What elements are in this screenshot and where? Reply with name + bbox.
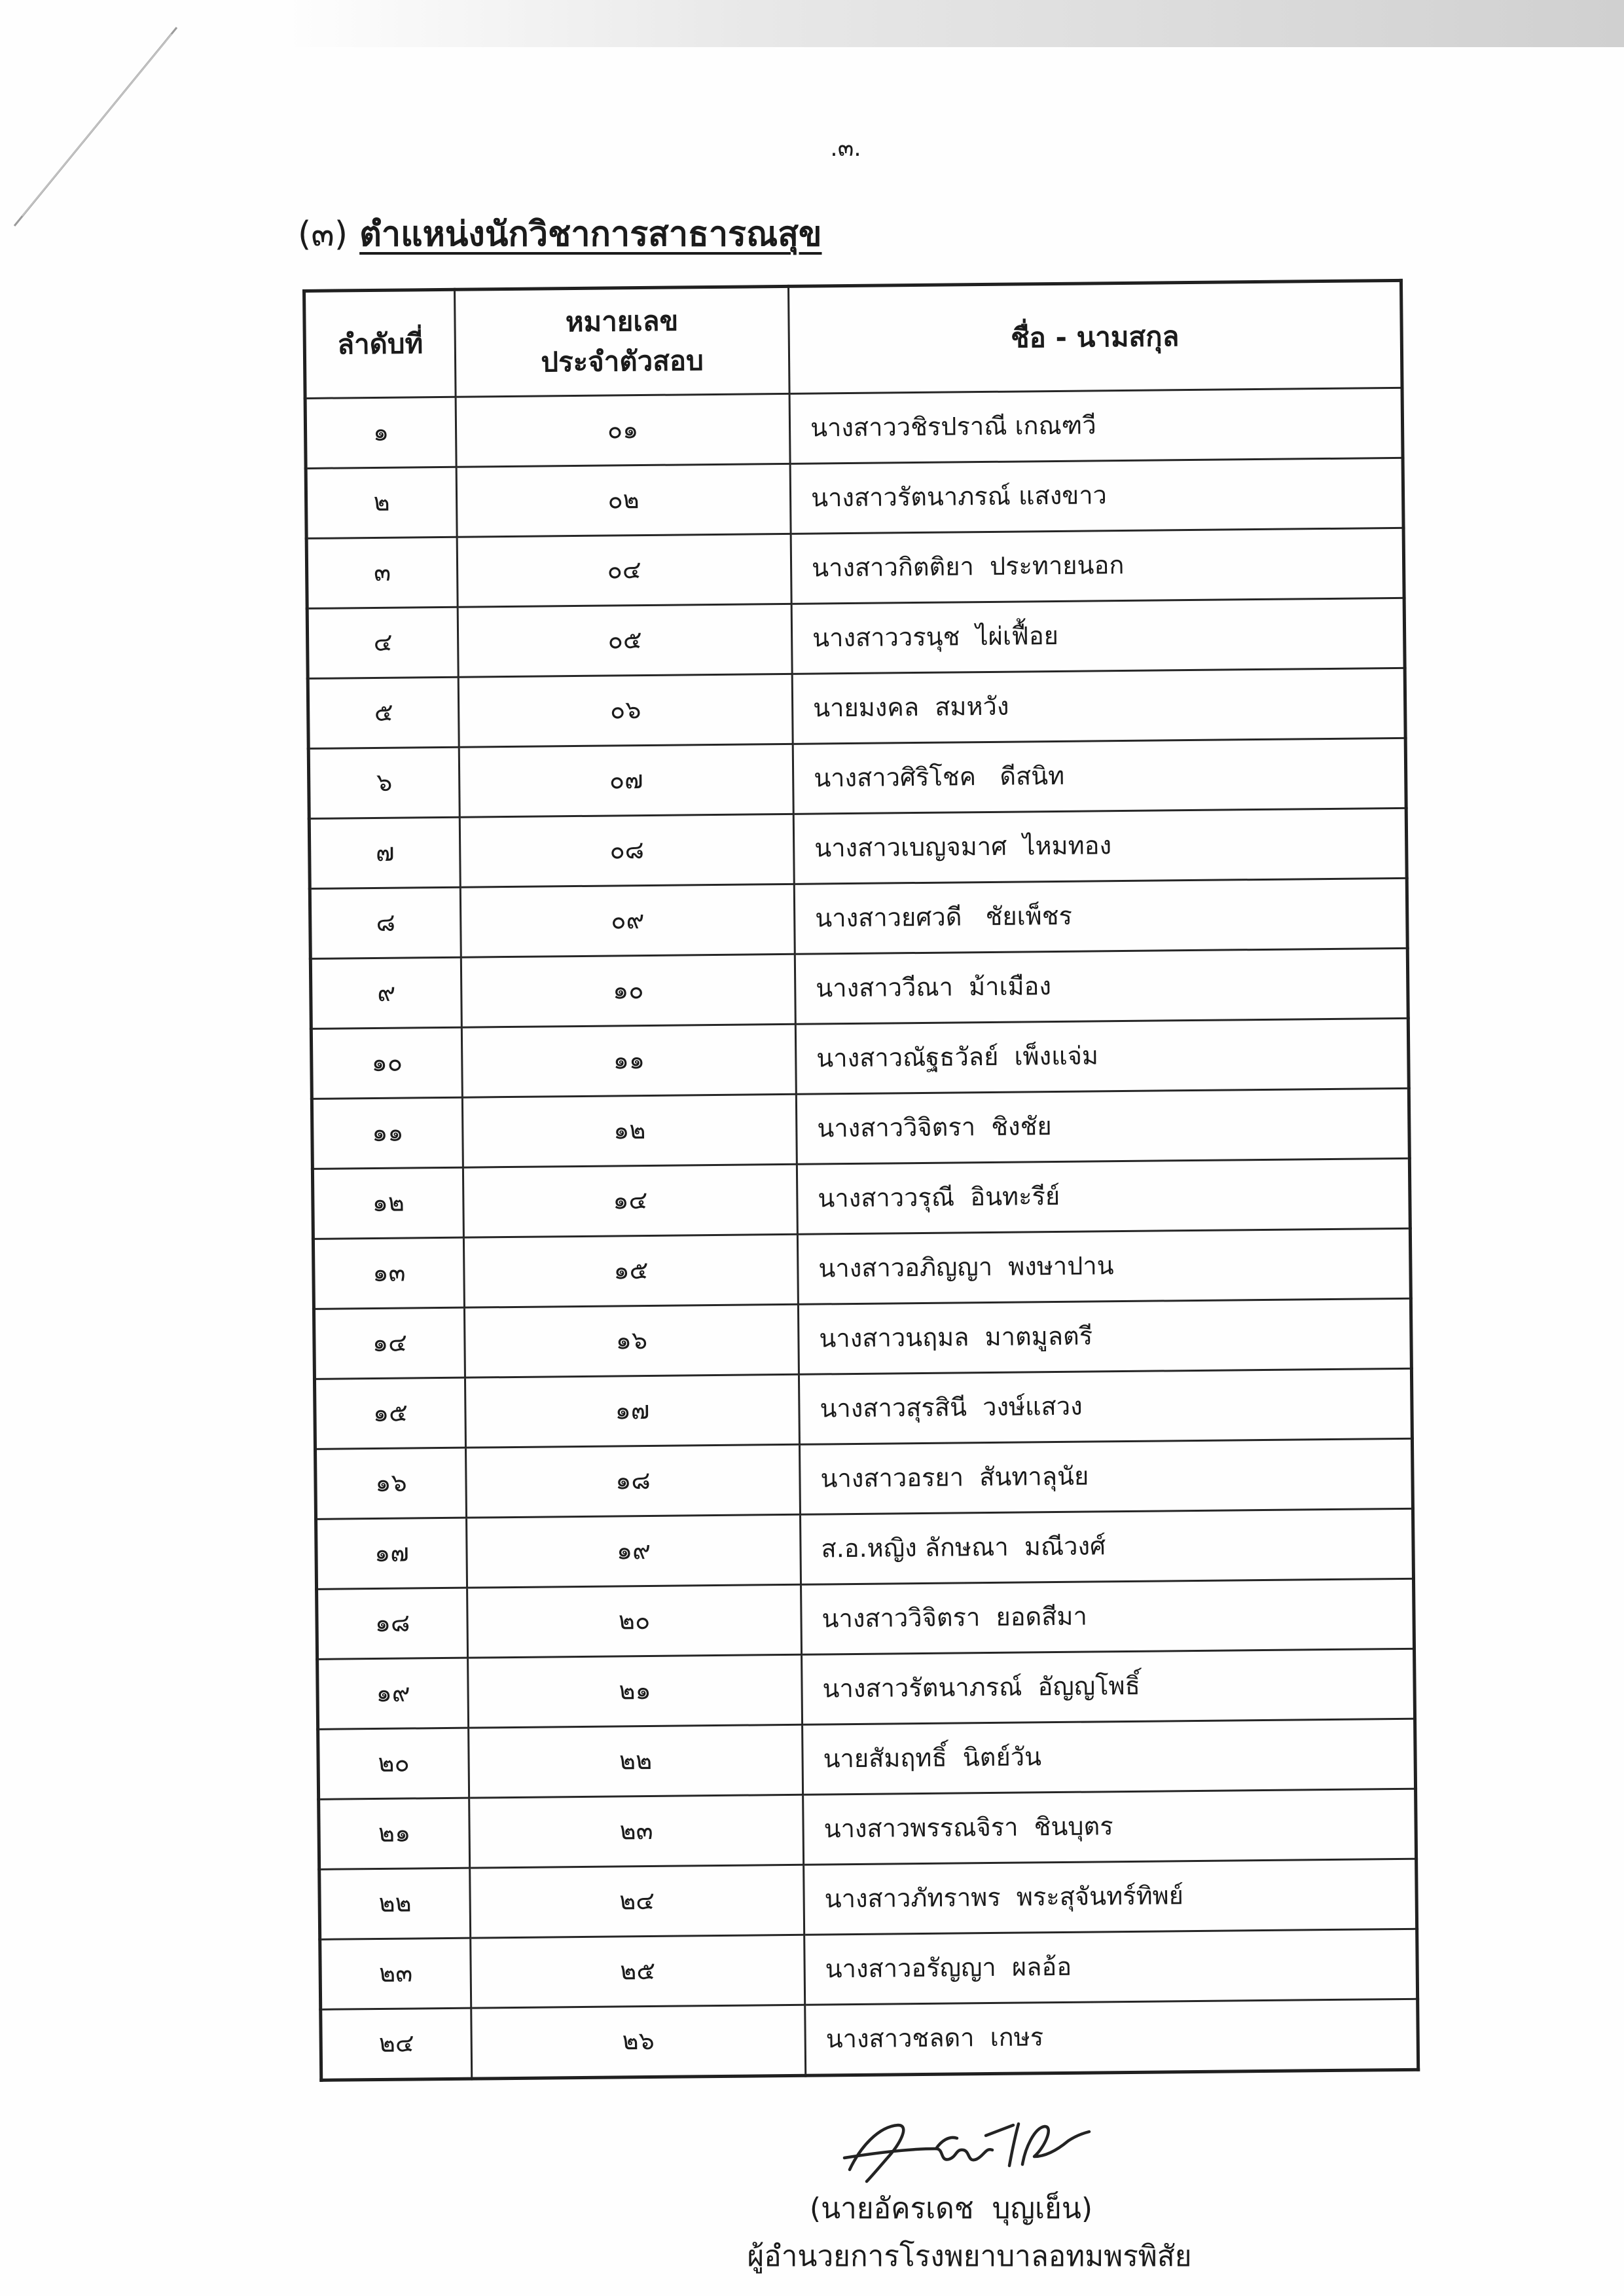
header-exam-id-line2: ประจำตัวสอบ — [541, 344, 704, 378]
table-row — [311, 1018, 1409, 1099]
header-row — [304, 280, 1402, 398]
name-cell: นางสาวรัตนาภรณ์ อัญญโพธิ์ — [802, 1649, 1415, 1724]
table-row — [317, 1578, 1415, 1659]
order-cell: ๕ — [308, 677, 459, 748]
exam-id-cell: ๒๑ — [468, 1654, 803, 1728]
name-cell: นางสาววรนุช ไผ่เฟื้อย — [791, 598, 1405, 674]
order-cell: ๑๑ — [312, 1097, 463, 1169]
name-cell: นางสาวภัทราพร พระสุจันทร์ทิพย์ — [804, 1859, 1417, 1935]
table-row — [316, 1508, 1414, 1589]
exam-id-cell: ๑๒ — [462, 1094, 797, 1167]
name-cell: นางสาวพรรณจิรา ชินบุตร — [803, 1789, 1416, 1865]
order-cell: ๑๕ — [314, 1377, 465, 1449]
table-row — [320, 1929, 1418, 2009]
order-cell: ๑๗ — [316, 1518, 467, 1589]
table-row — [319, 1789, 1416, 1869]
order-cell: ๖ — [308, 747, 460, 818]
header-exam-id-line1: หมายเลข — [565, 304, 679, 338]
name-cell: นางสาววรุณี อินทะรีย์ — [797, 1158, 1410, 1234]
order-cell: ๒๑ — [319, 1798, 470, 1869]
exam-id-cell: ๑๙ — [467, 1514, 801, 1588]
table-row — [314, 1298, 1411, 1379]
order-cell: ๑ — [305, 397, 456, 468]
name-cell: นางสาววีณา ม้าเมือง — [795, 948, 1408, 1024]
exam-id-cell: ๒๒ — [469, 1724, 803, 1798]
exam-id-cell: ๒๖ — [471, 2005, 806, 2079]
scanner-edge-artifact — [0, 0, 209, 249]
header-exam-id — [455, 286, 790, 397]
name-cell: นางสาวกิตติยา ประทายนอก — [791, 528, 1404, 604]
exam-id-cell: ๑๔ — [463, 1164, 797, 1237]
table-row — [310, 948, 1408, 1029]
table-row — [308, 738, 1406, 818]
exam-id-cell: ๐๙ — [460, 884, 795, 957]
exam-id-cell: ๒๐ — [467, 1584, 802, 1658]
exam-id-cell: ๐๘ — [460, 814, 794, 887]
candidate-table-wrapper — [302, 279, 1416, 2082]
table-row — [305, 388, 1403, 468]
table-row — [312, 1088, 1409, 1169]
exam-id-cell: ๐๔ — [457, 534, 791, 607]
header-name: ชื่อ - นามสกุล — [788, 280, 1402, 393]
table-row — [310, 878, 1407, 958]
order-cell: ๒ — [306, 467, 457, 538]
table-row — [319, 1859, 1417, 1939]
order-cell: ๔ — [307, 607, 458, 678]
name-cell: นางสาวอรัญญา ผลอ้อ — [804, 1929, 1418, 2005]
table-row — [321, 1999, 1418, 2080]
name-cell: นายสัมฤทธิ์ นิตย์วัน — [803, 1719, 1416, 1795]
section-title: ตำแหน่งนักวิชาการสาธารณสุข — [359, 215, 822, 254]
name-cell: นางสาวศิริโชค ดีสนิท — [793, 738, 1406, 814]
header-order: ลำดับที่ — [304, 289, 456, 398]
exam-id-cell: ๑๐ — [461, 954, 795, 1027]
name-cell: นางสาววชิรปราณี เกณฑวี — [789, 388, 1403, 464]
table-row — [316, 1438, 1413, 1519]
order-cell: ๒๒ — [319, 1868, 471, 1939]
order-cell: ๑๔ — [314, 1307, 465, 1379]
exam-id-cell: ๐๒ — [456, 464, 791, 537]
exam-id-cell: ๑๕ — [463, 1234, 798, 1307]
exam-id-cell: ๑๗ — [465, 1374, 799, 1448]
signatory-name: (นายอัครเดช บุญเย็น) — [809, 2192, 1093, 2225]
order-cell: ๑๙ — [317, 1658, 469, 1729]
order-cell: ๑๒ — [312, 1167, 463, 1239]
order-cell: ๓ — [306, 537, 458, 608]
scanner-shadow-band — [281, 0, 1624, 47]
exam-id-cell: ๑๘ — [465, 1444, 800, 1518]
table-row — [308, 668, 1405, 748]
order-cell: ๒๐ — [318, 1728, 469, 1799]
exam-id-cell: ๑๖ — [464, 1304, 799, 1377]
table-row — [318, 1719, 1416, 1799]
order-cell: ๑๓ — [313, 1237, 464, 1309]
exam-id-cell: ๐๕ — [458, 604, 792, 677]
name-cell: นางสาวสุรสินี วงษ์แสวง — [799, 1368, 1412, 1444]
name-cell: นางสาวเบญจมาศ ไหมทอง — [793, 808, 1407, 884]
table-header — [304, 280, 1402, 398]
name-cell: นางสาวชลดา เกษร — [805, 1999, 1418, 2075]
signatory-position: ผู้อำนวยการโรงพยาบาลอทมพรพิสัย — [747, 2240, 1192, 2273]
order-cell: ๑๘ — [317, 1588, 468, 1659]
exam-id-cell: ๐๖ — [458, 674, 793, 747]
table-row — [317, 1649, 1415, 1729]
table-row — [314, 1368, 1412, 1449]
name-cell: นางสาววิจิตรา ยอดสีมา — [801, 1578, 1415, 1654]
exam-id-cell: ๒๕ — [471, 1935, 805, 2008]
table-row — [313, 1228, 1411, 1309]
name-cell: นายมงคล สมหวัง — [792, 668, 1405, 744]
handwritten-signature — [838, 2109, 1093, 2188]
table-row — [312, 1158, 1410, 1239]
name-cell: นางสาวอภิญญา พงษาปาน — [797, 1228, 1411, 1304]
name-cell: นางสาวรัตนาภรณ์ แสงขาว — [790, 458, 1403, 534]
name-cell: นางสาวณัฐธวัลย์ เพ็งแจ่ม — [795, 1018, 1409, 1094]
table-row — [307, 598, 1405, 678]
order-cell: ๗ — [309, 817, 460, 888]
name-cell: นางสาวอรยา สันทาลุนัย — [799, 1438, 1413, 1514]
order-cell: ๒๔ — [321, 2008, 472, 2080]
table-body — [305, 388, 1418, 2080]
exam-id-cell: ๐๑ — [456, 393, 790, 467]
exam-id-cell: ๐๗ — [459, 744, 793, 817]
order-cell: ๑๖ — [316, 1448, 467, 1519]
candidate-table — [302, 279, 1420, 2082]
name-cell: นางสาวนฤมล มาตมูลตรี — [798, 1298, 1411, 1374]
page-number: .๓. — [830, 135, 861, 162]
exam-id-cell: ๑๑ — [461, 1024, 796, 1097]
table-row — [306, 528, 1404, 608]
order-cell: ๘ — [310, 887, 461, 958]
name-cell: ส.อ.หญิง ลักษณา มณีวงศ์ — [800, 1508, 1413, 1584]
order-cell: ๙ — [310, 957, 461, 1029]
name-cell: นางสาววิจิตรา ชิงชัย — [796, 1088, 1409, 1164]
table-row — [306, 458, 1403, 538]
order-cell: ๒๓ — [320, 1938, 471, 2009]
exam-id-cell: ๒๓ — [469, 1795, 804, 1868]
name-cell: นางสาวยศวดี ชัยเพ็ชร — [794, 878, 1407, 954]
exam-id-cell: ๒๔ — [470, 1865, 804, 1938]
section-heading — [298, 213, 822, 256]
section-number: (๓) — [298, 215, 348, 254]
order-cell: ๑๐ — [311, 1027, 462, 1099]
table-row — [309, 808, 1407, 888]
